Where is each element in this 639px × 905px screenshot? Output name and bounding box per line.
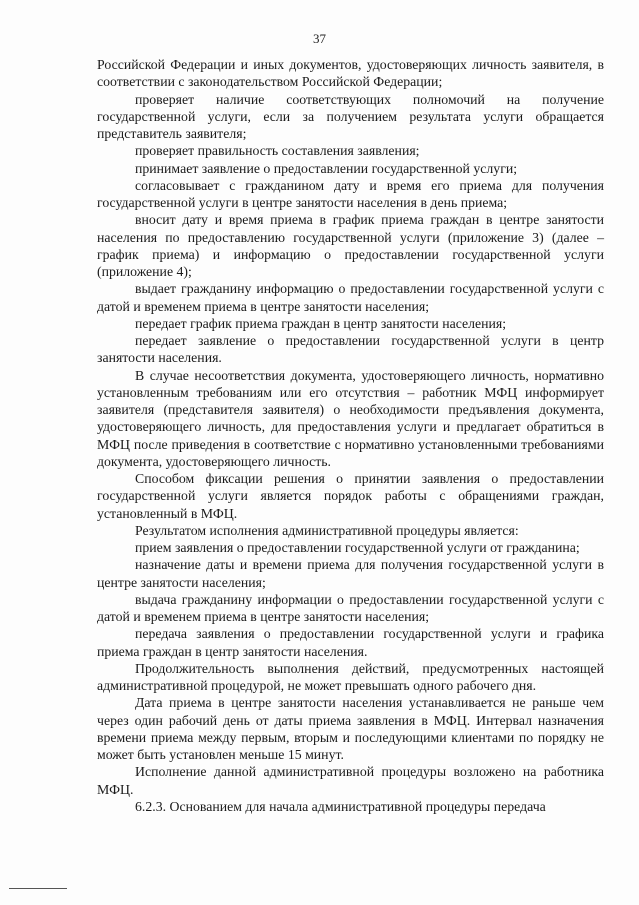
paragraph: Исполнение данной административной процедуры возложено на работника МФЦ. bbox=[97, 764, 604, 797]
page-number: 37 bbox=[313, 31, 326, 46]
paragraph: Российской Федерации и иных документов, удостоверяющих личность заявителя, в соответствии с законодательством Российской Федерации; bbox=[97, 57, 604, 90]
paragraph: Способом фиксации решения о принятии заявления о предоставлении государственной услуги является порядок работы с обращениями граждан, установленный в МФЦ. bbox=[97, 471, 604, 521]
paragraph: назначение даты и времени приема для получения государственной услуги в центре занятости населения; bbox=[97, 557, 604, 590]
paragraph: Результатом исполнения административной процедуры является: bbox=[135, 522, 519, 538]
paragraph: передача заявления о предоставлении государственной услуги и графика приема граждан в центр занятости населения. bbox=[97, 626, 604, 659]
paragraph: вносит дату и время приема в график приема граждан в центре занятости населения по предоставлению государственной услуги (приложение 3) (далее – график приема) и информацию о предоставлении государственной услуги (приложение 4); bbox=[97, 212, 604, 279]
document-body bbox=[97, 56, 604, 815]
paragraph: прием заявления о предоставлении государственной услуги от гражданина; bbox=[135, 540, 580, 555]
paragraph: согласовывает с гражданином дату и время его приема для получения государственной услуги в центре занятости населения в день приема; bbox=[97, 177, 604, 210]
paragraph: проверяет наличие соответствующих полномочий на получение государственной услуги, если за получением результата услуги обращается представитель заявителя; bbox=[97, 91, 604, 141]
paragraph: передает график приема граждан в центр занятости населения; bbox=[135, 315, 507, 331]
paragraph: принимает заявление о предоставлении государственной услуги; bbox=[135, 160, 518, 176]
footnote-rule bbox=[9, 888, 67, 889]
paragraph: 6.2.3. Основанием для начала административной процедуры передача bbox=[135, 798, 546, 814]
paragraph: проверяет правильность составления заявления; bbox=[135, 143, 420, 159]
paragraph: Дата приема в центре занятости населения устанавливается не раньше чем через один рабочий день от даты приема заявления в МФЦ. Интервал назначения времени приема между первым, вторым и последующими клиентами по порядку не может быть установлен меньше 15 минут. bbox=[97, 695, 604, 762]
paragraph: выдача гражданину информации о предоставлении государственной услуги с датой и временем приема в центре занятости населения; bbox=[97, 591, 604, 624]
paragraph: передает заявление о предоставлении государственной услуги в центр занятости населения. bbox=[97, 333, 604, 366]
paragraph: выдает гражданину информацию о предоставлении государственной услуги с датой и временем приема в центре занятости населения; bbox=[97, 281, 604, 314]
paragraph: В случае несоответствия документа, удостоверяющего личность, нормативно установленным требованиям или его отсутствия – работник МФЦ информирует заявителя (представителя заявителя) о необходимости предъявления документа, удостоверяющего личность, для предоставления услуги и предлагает обратиться в МФЦ после приведения в соответствие с нормативно установленными требованиями документа, удостоверяющего личность. bbox=[97, 367, 604, 469]
paragraph: Продолжительность выполнения действий, предусмотренных настоящей административной процедурой, не может превышать одного рабочего дня. bbox=[97, 660, 604, 693]
